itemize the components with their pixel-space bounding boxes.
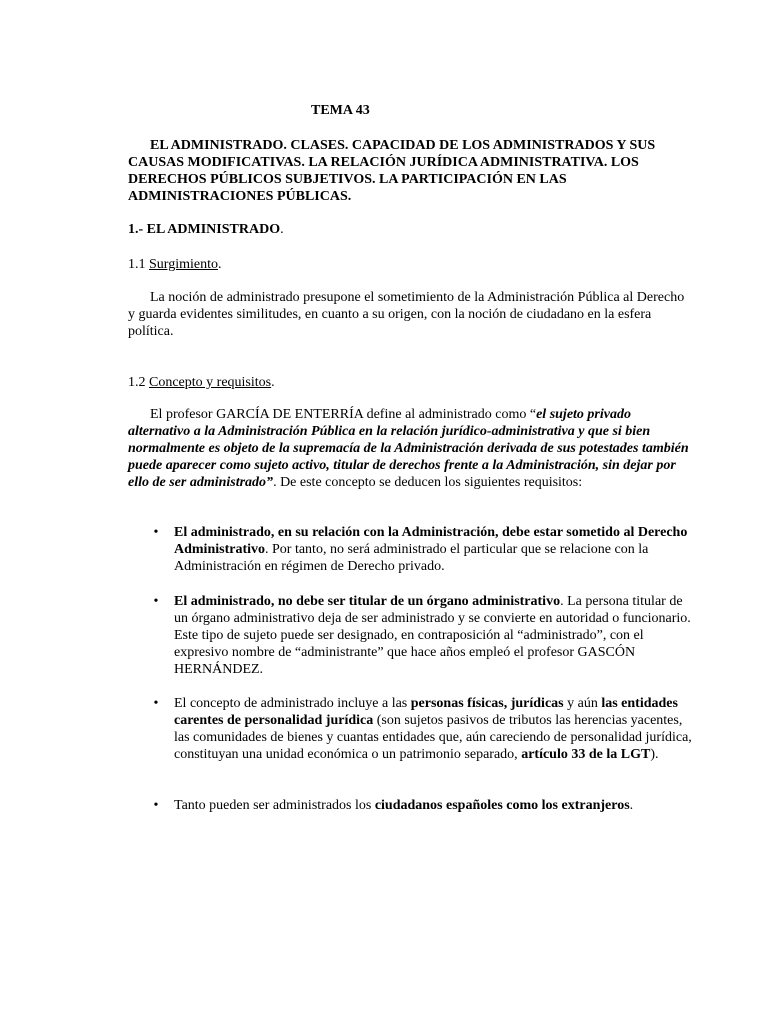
list-item-text: El concepto de administrado incluye a las <box>174 696 411 711</box>
subsection-number: 1.2 <box>128 375 149 390</box>
subsection-title-end: . <box>217 257 222 272</box>
subsection-title-1-2 <box>128 374 275 391</box>
list-item-text: . Por tanto, no será administrado el particular que se relacione con la Administración en régimen de Derecho privado. <box>174 542 649 574</box>
list-item-text: . La persona titular de un órgano administrativo deja de ser administrado y se convierte en autoridad o funcionario. Este tipo de sujeto puede ser designado, en contraposición al “administrado”, con el expresivo nombre de “administrante” que hace años empleó el profesor GASCÓN HERNÁNDEZ. <box>174 594 691 677</box>
section-title <box>128 221 284 238</box>
bullet-icon: • <box>153 594 159 609</box>
list-item-bold: El administrado, en su relación con la Administración, debe estar sometido al Derecho Administrativo <box>174 525 688 557</box>
topic-heading-text: EL ADMINISTRADO. CLASES. CAPACIDAD DE LOS ADMINISTRADOS Y SUS CAUSAS MODIFICATIVAS. LA RELACIÓN JURÍDICA ADMINISTRATIVA. LOS DERECHOS PÚBLICOS SUBJETIVOS. LA PARTICIPACIÓN EN LAS ADMINISTRACIONES PÚBLICAS. <box>128 138 656 204</box>
list-item <box>153 695 694 763</box>
list-item <box>153 524 694 575</box>
subsection-title-text: Surgimiento <box>149 257 218 272</box>
bullet-icon: • <box>153 525 159 540</box>
section-title-end: . <box>280 222 284 237</box>
section-title-text: 1.- EL ADMINISTRADO <box>128 222 281 237</box>
topic-heading <box>128 137 688 205</box>
topic-number: TEMA 43 <box>311 103 370 118</box>
list-item-text: ). <box>650 747 659 762</box>
subsection-title-text: Concepto y requisitos <box>149 375 272 390</box>
list-item <box>153 593 694 678</box>
bullet-icon: • <box>153 798 159 813</box>
list-item-bold: ciudadanos españoles como los extranjeros <box>374 798 630 813</box>
list-item <box>153 797 694 814</box>
list-item-text: y aún <box>563 696 602 711</box>
subsection-number: 1.1 <box>128 257 149 272</box>
list-item-text: . <box>629 798 634 813</box>
list-item-bold: El administrado, no debe ser titular de un órgano administrativo <box>174 594 561 609</box>
list-item-bold: personas físicas, jurídicas <box>410 696 564 711</box>
definition-quote: el sujeto privado alternativo a la Administración Pública en la relación jurídico-administrativa y que si bien normalmente es objeto de la supremacía de la Administración derivada de sus potestades también puede aparecer como sujeto activo, titular de derechos frente a la Administración, sin dejar por ello de ser administrado” <box>128 407 689 490</box>
paragraph-definition <box>128 406 694 491</box>
paragraph-outro: . De este concepto se deducen los siguientes requisitos: <box>273 475 583 490</box>
paragraph-origin <box>128 289 690 340</box>
subsection-title-1-1 <box>128 256 221 273</box>
paragraph-intro: El profesor GARCÍA DE ENTERRÍA define al administrado como “ <box>150 407 537 422</box>
list-item-bold: las entidades carentes de personalidad jurídica <box>174 696 678 728</box>
subsection-title-end: . <box>271 375 275 390</box>
bullet-icon: • <box>153 696 159 711</box>
list-item-text: (son sujetos pasivos de tributos las herencias yacentes, las comunidades de bienes y cuantas entidades que, aún careciendo de personalidad jurídica, constituyan una unidad económica o un patrimonio separado, <box>174 713 692 762</box>
list-item-bold: artículo 33 de la LGT <box>521 747 651 762</box>
paragraph-text: La noción de administrado presupone el sometimiento de la Administración Pública al Derecho y guarda evidentes similitudes, en cuanto a su origen, con la noción de ciudadano en la esfera política. <box>128 290 685 339</box>
list-item-text: Tanto pueden ser administrados los <box>174 798 375 813</box>
